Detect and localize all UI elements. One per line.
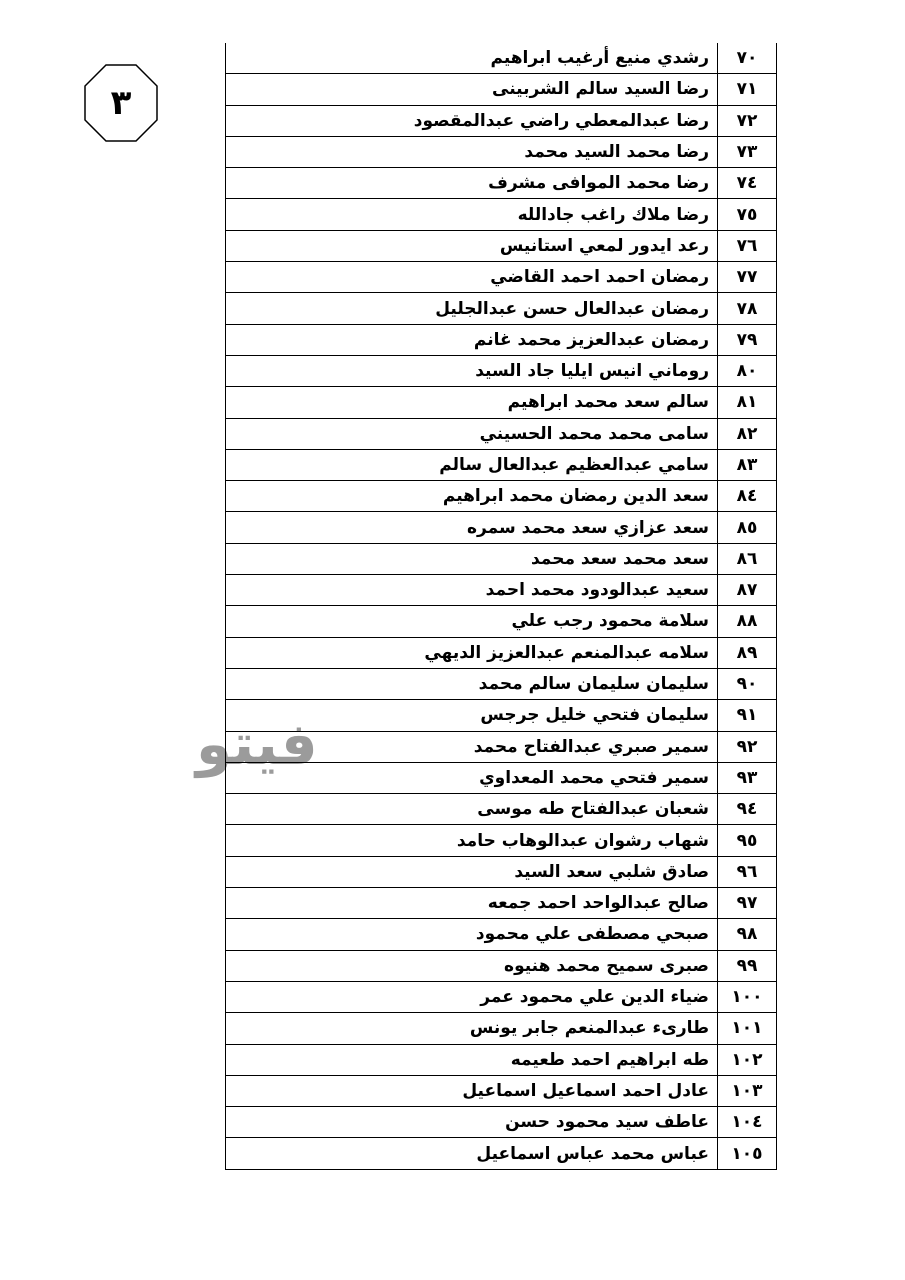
row-number: ٨٩ bbox=[718, 637, 777, 668]
person-name: ضياء الدين علي محمود عمر bbox=[226, 981, 718, 1012]
row-number: ٩٨ bbox=[718, 919, 777, 950]
table-row bbox=[226, 1013, 777, 1044]
table-row bbox=[226, 1107, 777, 1138]
row-number: ٨١ bbox=[718, 387, 777, 418]
row-number: ٩٦ bbox=[718, 856, 777, 887]
person-name: سامي عبدالعظيم عبدالعال سالم bbox=[226, 449, 718, 480]
row-number: ٨٤ bbox=[718, 481, 777, 512]
row-number: ٩٩ bbox=[718, 950, 777, 981]
person-name: سمير صبري عبدالفتاح محمد bbox=[226, 731, 718, 762]
table-row bbox=[226, 794, 777, 825]
person-name: سعد الدين رمضان محمد ابراهيم bbox=[226, 481, 718, 512]
table-row bbox=[226, 324, 777, 355]
row-number: ٩٢ bbox=[718, 731, 777, 762]
table-row bbox=[226, 1044, 777, 1075]
person-name: رضا ملاك راغب جادالله bbox=[226, 199, 718, 230]
person-name: شهاب رشوان عبدالوهاب حامد bbox=[226, 825, 718, 856]
person-name: عباس محمد عباس اسماعيل bbox=[226, 1138, 718, 1169]
page-number: ٣ bbox=[110, 83, 132, 123]
table-row bbox=[226, 293, 777, 324]
table-row bbox=[226, 387, 777, 418]
person-name: روماني انيس ايليا جاد السيد bbox=[226, 355, 718, 386]
names-table bbox=[225, 43, 777, 1170]
person-name: سليمان سليمان سالم محمد bbox=[226, 668, 718, 699]
table-row bbox=[226, 1075, 777, 1106]
person-name: رمضان احمد احمد القاضي bbox=[226, 262, 718, 293]
row-number: ١٠٠ bbox=[718, 981, 777, 1012]
table-row bbox=[226, 230, 777, 261]
row-number: ٧٦ bbox=[718, 230, 777, 261]
row-number: ٧٤ bbox=[718, 168, 777, 199]
row-number: ٧٢ bbox=[718, 105, 777, 136]
table-row bbox=[226, 700, 777, 731]
person-name: صادق شلبي سعد السيد bbox=[226, 856, 718, 887]
person-name: عادل احمد اسماعيل اسماعيل bbox=[226, 1075, 718, 1106]
person-name: صالح عبدالواحد احمد جمعه bbox=[226, 888, 718, 919]
table-row bbox=[226, 731, 777, 762]
row-number: ٧٠ bbox=[718, 43, 777, 74]
person-name: سامى محمد محمد الحسيني bbox=[226, 418, 718, 449]
person-name: سمير فتحي محمد المعداوي bbox=[226, 762, 718, 793]
person-name: عاطف سيد محمود حسن bbox=[226, 1107, 718, 1138]
page-number-badge bbox=[84, 64, 158, 142]
row-number: ٩٠ bbox=[718, 668, 777, 699]
row-number: ٨٢ bbox=[718, 418, 777, 449]
person-name: طارىء عبدالمنعم جابر يونس bbox=[226, 1013, 718, 1044]
person-name: رعد ايدور لمعي استانيس bbox=[226, 230, 718, 261]
row-number: ٧٧ bbox=[718, 262, 777, 293]
row-number: ٨٥ bbox=[718, 512, 777, 543]
person-name: رضا محمد الموافى مشرف bbox=[226, 168, 718, 199]
table-row bbox=[226, 888, 777, 919]
row-number: ٨٧ bbox=[718, 575, 777, 606]
person-name: سالم سعد محمد ابراهيم bbox=[226, 387, 718, 418]
person-name: سعد محمد سعد محمد bbox=[226, 543, 718, 574]
row-number: ٨٦ bbox=[718, 543, 777, 574]
table-row bbox=[226, 168, 777, 199]
table-row bbox=[226, 606, 777, 637]
table-row bbox=[226, 668, 777, 699]
table-row bbox=[226, 950, 777, 981]
row-number: ١٠٤ bbox=[718, 1107, 777, 1138]
row-number: ٨٣ bbox=[718, 449, 777, 480]
table-row bbox=[226, 856, 777, 887]
watermark-logo: فيتو bbox=[196, 710, 318, 778]
person-name: سلامه عبدالمنعم عبدالعزيز الديهي bbox=[226, 637, 718, 668]
table-row bbox=[226, 449, 777, 480]
person-name: رضا محمد السيد محمد bbox=[226, 136, 718, 167]
row-number: ١٠٣ bbox=[718, 1075, 777, 1106]
table-row bbox=[226, 919, 777, 950]
person-name: طه ابراهيم احمد طعيمه bbox=[226, 1044, 718, 1075]
table-row bbox=[226, 825, 777, 856]
row-number: ٨٠ bbox=[718, 355, 777, 386]
table-row bbox=[226, 418, 777, 449]
row-number: ٧٨ bbox=[718, 293, 777, 324]
person-name: شعبان عبدالفتاح طه موسى bbox=[226, 794, 718, 825]
table-row bbox=[226, 481, 777, 512]
person-name: رمضان عبدالعال حسن عبدالجليل bbox=[226, 293, 718, 324]
table-row bbox=[226, 543, 777, 574]
row-number: ٩١ bbox=[718, 700, 777, 731]
table-row bbox=[226, 637, 777, 668]
row-number: ٧٩ bbox=[718, 324, 777, 355]
row-number: ٩٣ bbox=[718, 762, 777, 793]
row-number: ١٠١ bbox=[718, 1013, 777, 1044]
row-number: ٧٥ bbox=[718, 199, 777, 230]
table-row bbox=[226, 136, 777, 167]
person-name: رمضان عبدالعزيز محمد غانم bbox=[226, 324, 718, 355]
table-row bbox=[226, 262, 777, 293]
table-row bbox=[226, 512, 777, 543]
person-name: سعيد عبدالودود محمد احمد bbox=[226, 575, 718, 606]
row-number: ٩٥ bbox=[718, 825, 777, 856]
table-row bbox=[226, 74, 777, 105]
table-row bbox=[226, 1138, 777, 1169]
table-row bbox=[226, 199, 777, 230]
row-number: ٧٣ bbox=[718, 136, 777, 167]
row-number: ٩٧ bbox=[718, 888, 777, 919]
row-number: ٨٨ bbox=[718, 606, 777, 637]
row-number: ١٠٥ bbox=[718, 1138, 777, 1169]
person-name: سلامة محمود رجب علي bbox=[226, 606, 718, 637]
table-row bbox=[226, 43, 777, 74]
table-row bbox=[226, 105, 777, 136]
row-number: ٩٤ bbox=[718, 794, 777, 825]
table-row bbox=[226, 355, 777, 386]
table-row bbox=[226, 981, 777, 1012]
person-name: صبحي مصطفى علي محمود bbox=[226, 919, 718, 950]
table-row bbox=[226, 575, 777, 606]
person-name: رضا عبدالمعطي راضي عبدالمقصود bbox=[226, 105, 718, 136]
person-name: سعد عزازي سعد محمد سمره bbox=[226, 512, 718, 543]
person-name: رشدي منيع أرغيب ابراهيم bbox=[226, 43, 718, 74]
person-name: صبرى سميح محمد هنيوه bbox=[226, 950, 718, 981]
row-number: ٧١ bbox=[718, 74, 777, 105]
table-row bbox=[226, 762, 777, 793]
person-name: رضا السيد سالم الشربينى bbox=[226, 74, 718, 105]
person-name: سليمان فتحي خليل جرجس bbox=[226, 700, 718, 731]
row-number: ١٠٢ bbox=[718, 1044, 777, 1075]
